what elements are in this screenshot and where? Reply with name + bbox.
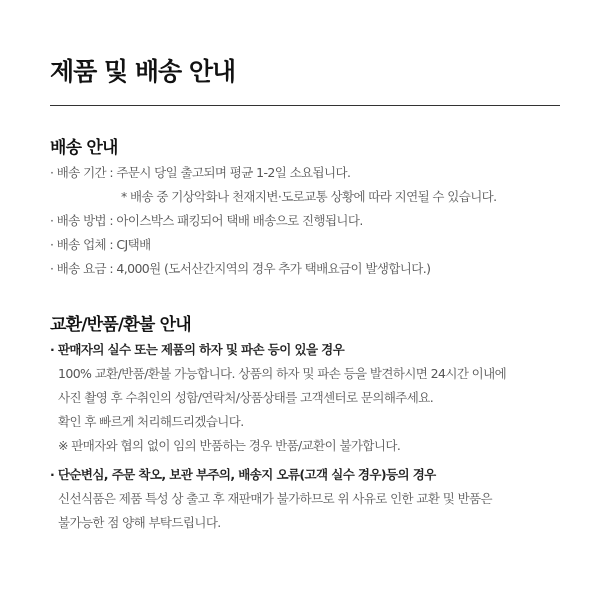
returns-heading: 교환/반품/환불 안내 [50,315,191,335]
shipping-period: · 배송 기간 : 주문시 당일 출고되며 평균 1-2일 소요됩니다. [50,165,351,180]
shipping-method: · 배송 방법 : 아이스박스 패킹되어 택배 배송으로 진행됩니다. [50,213,363,228]
shipping-period-note: * 배송 중 기상악화나 천재지변·도로교통 상황에 따라 지연될 수 있습니다. [121,189,497,204]
returns-case2-line: 불가능한 점 양해 부탁드립니다. [58,515,221,530]
page-title: 제품 및 배송 안내 [50,57,236,86]
returns-case1-line: 확인 후 빠르게 처리해드리겠습니다. [58,414,244,429]
shipping-fee: · 배송 요금 : 4,000원 (도서산간지역의 경우 추가 택배요금이 발생합니다.) [50,261,431,276]
returns-case2-line: 신선식품은 제품 특성 상 출고 후 재판매가 불가하므로 위 사유로 인한 교환 및 반품은 [58,491,493,506]
shipping-carrier: · 배송 업체 : CJ택배 [50,237,151,252]
returns-case2-title: · 단순변심, 주문 착오, 보관 부주의, 배송지 오류(고객 실수 경우)등의 경우 [50,467,436,482]
returns-case1-line: 사진 촬영 후 수취인의 성함/연락처/상품상태를 고객센터로 문의해주세요. [58,390,434,405]
title-divider [50,105,560,106]
returns-case1-line: ※ 판매자와 협의 없이 임의 반품하는 경우 반품/교환이 불가합니다. [58,438,401,453]
returns-case1-title: · 판매자의 실수 또는 제품의 하자 및 파손 등이 있을 경우 [50,342,345,357]
shipping-heading: 배송 안내 [50,138,118,158]
returns-case1-line: 100% 교환/반품/환불 가능합니다. 상품의 하자 및 파손 등을 발견하시면 24시간 이내에 [58,366,507,381]
